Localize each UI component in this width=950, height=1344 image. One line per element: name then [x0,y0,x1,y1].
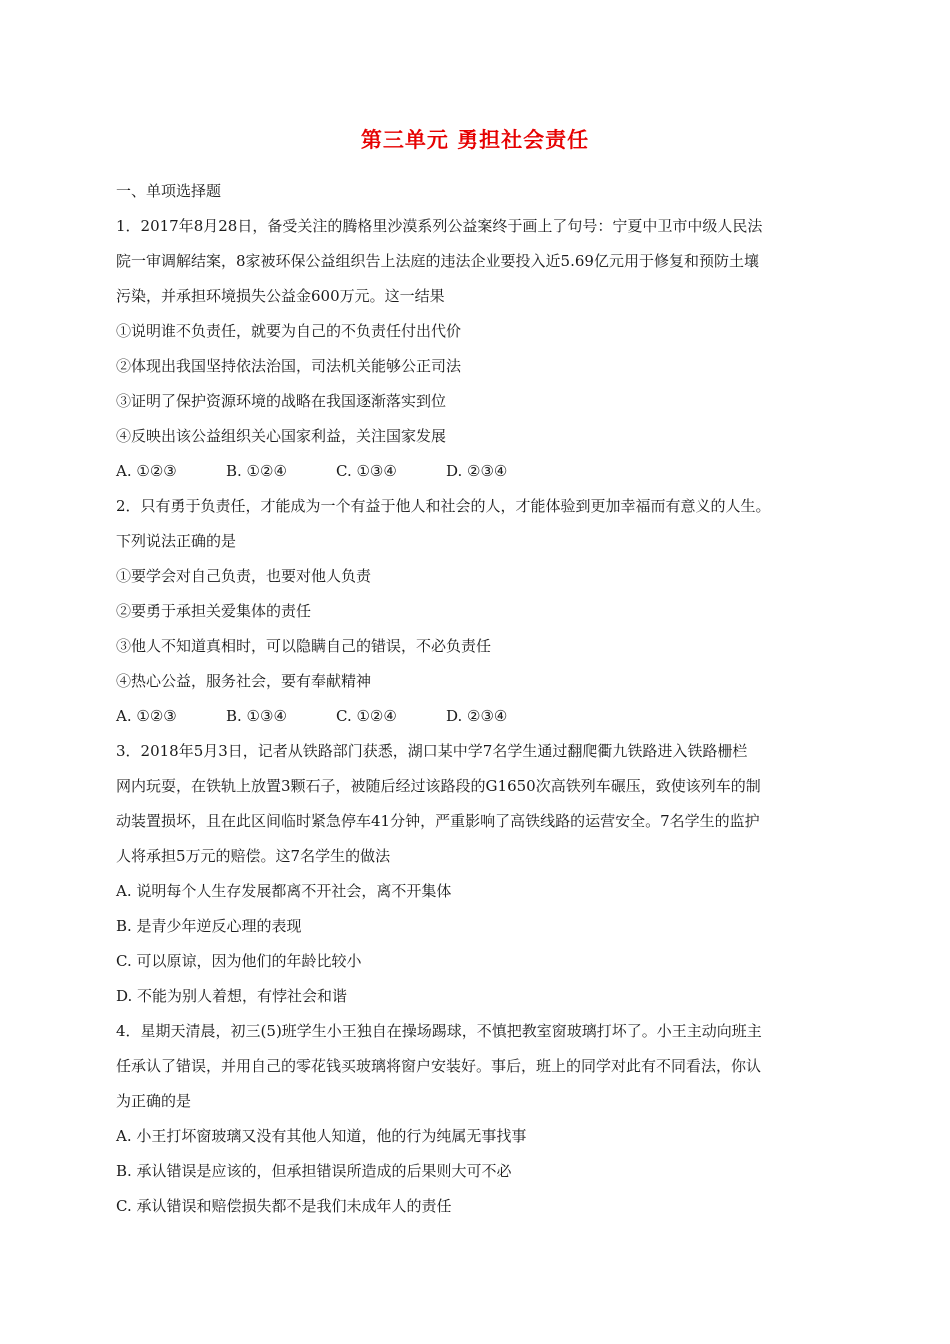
question-2-statement: ③他人不知道真相时，可以隐瞒自己的错误，不必负责任 [116,637,492,655]
question-1-text: 院一审调解结案，8家被环保公益组织告上法庭的违法企业要投入近5.69亿元用于修复和预防土壤 [116,252,759,270]
question-4-choice-a[interactable]: A. 小王打坏窗玻璃又没有其他人知道，他的行为纯属无事找事 [116,1127,527,1145]
question-3-text: 人将承担5万元的赔偿。这7名学生的做法 [116,847,391,865]
question-1-options [116,460,507,482]
page-title: 第三单元 勇担社会责任 [360,127,590,152]
question-2-statement: ④热心公益，服务社会，要有奉献精神 [116,672,372,690]
option-d[interactable]: D. ②③④ [446,707,508,725]
question-4-text: 任承认了错误，并用自己的零花钱买玻璃将窗户安装好。事后，班上的同学对此有不同看法，你认 [116,1057,762,1075]
question-1-text: 1．2017年8月28日，备受关注的腾格里沙漠系列公益案终于画上了句号：宁夏中卫市中级人民法 [116,217,763,235]
question-3-choice-d[interactable]: D. 不能为别人着想，有悖社会和谐 [116,987,348,1005]
question-2-statement: ①要学会对自己负责，也要对他人负责 [116,567,372,585]
section-heading: 一、单项选择题 [116,182,222,200]
option-c[interactable]: C. ①③④ [336,462,397,480]
option-a[interactable]: A. ①②③ [116,707,177,725]
question-3-choice-c[interactable]: C. 可以原谅，因为他们的年龄比较小 [116,952,362,970]
option-c[interactable]: C. ①②④ [336,707,397,725]
question-3-choice-b[interactable]: B. 是青少年逆反心理的表现 [116,917,302,935]
question-3-text: 动装置损坏，且在此区间临时紧急停车41分钟，严重影响了高铁线路的运营安全。7名学生的监护 [116,812,760,830]
question-4-text: 为正确的是 [116,1092,192,1110]
option-d[interactable]: D. ②③④ [446,462,508,480]
question-2-options [116,705,507,727]
question-1-statement: ④反映出该公益组织关心国家利益，关注国家发展 [116,427,447,445]
question-3-text: 网内玩耍，在铁轨上放置3颗石子，被随后经过该路段的G1650次高铁列车碾压，致使该列车的制 [116,777,761,795]
question-4-choice-b[interactable]: B. 承认错误是应该的，但承担错误所造成的后果则大可不必 [116,1162,512,1180]
question-3-text: 3．2018年5月3日，记者从铁路部门获悉，湖口某中学7名学生通过翻爬衢九铁路进入铁路栅栏 [116,742,748,760]
option-a[interactable]: A. ①②③ [116,462,177,480]
question-2-text: 下列说法正确的是 [116,532,237,550]
question-1-statement: ①说明谁不负责任，就要为自己的不负责任付出代价 [116,322,462,340]
question-3-choice-a[interactable]: A. 说明每个人生存发展都离不开社会，离不开集体 [116,882,452,900]
question-4-choice-c[interactable]: C. 承认错误和赔偿损失都不是我们未成年人的责任 [116,1197,452,1215]
question-1-statement: ③证明了保护资源环境的战略在我国逐渐落实到位 [116,392,447,410]
question-1-statement: ②体现出我国坚持依法治国，司法机关能够公正司法 [116,357,462,375]
option-b[interactable]: B. ①③④ [226,707,287,725]
option-b[interactable]: B. ①②④ [226,462,287,480]
question-4-text: 4．星期天清晨，初三(5)班学生小王独自在操场踢球，不慎把教室窗玻璃打坏了。小王主动向班主 [116,1022,762,1040]
question-2-text: 2．只有勇于负责任，才能成为一个有益于他人和社会的人，才能体验到更加幸福而有意义的人生。 [116,497,771,515]
question-1-text: 污染，并承担环境损失公益金600万元。这一结果 [116,287,445,305]
question-2-statement: ②要勇于承担关爱集体的责任 [116,602,312,620]
